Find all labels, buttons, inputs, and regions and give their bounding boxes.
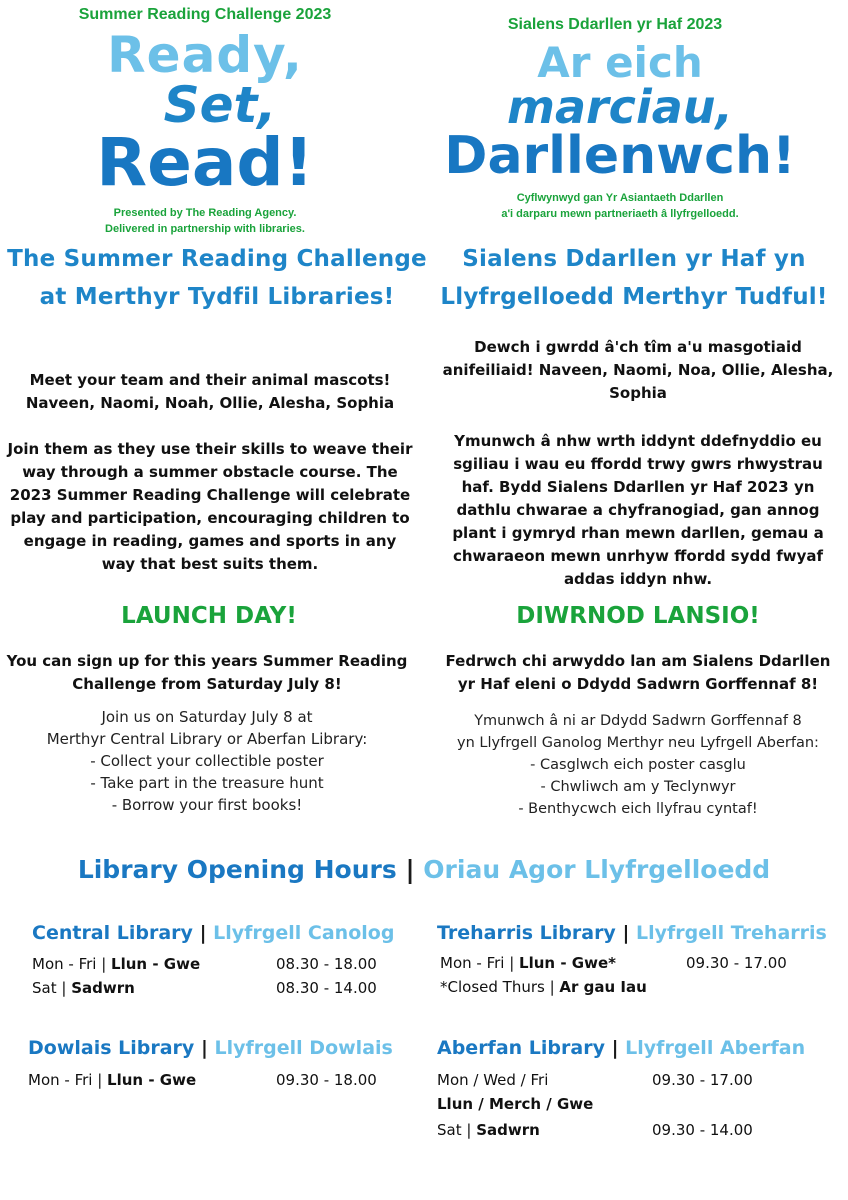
aberfan-library-title: [437, 1037, 805, 1059]
treharris-weekday-time: 09.30 - 17.00: [686, 954, 787, 972]
aberfan-row-saturday: [437, 1118, 540, 1142]
intro-cy-line: anifeiliaid! Naveen, Naomi, Noa, Ollie, Alesha,: [442, 361, 834, 379]
dowlais-library-name-en: Dowlais Library: [28, 1037, 195, 1059]
signup-en: [0, 650, 414, 696]
aberfan-library-name-cy: Llyfrgell Aberfan: [625, 1037, 806, 1059]
signup-en-line1: You can sign up for this years Summer Reading: [6, 652, 408, 670]
logo-en-credit: [40, 205, 370, 237]
paragraph-cy-line: addas iddyn nhw.: [563, 570, 713, 588]
title-cy-line1: Sialens Ddarllen yr Haf yn: [462, 246, 806, 272]
dowlais-library-title: [28, 1037, 393, 1059]
aberfan-saturday-cy: Sadwrn: [476, 1121, 540, 1139]
aberfan-library-name-en: Aberfan Library: [437, 1037, 605, 1059]
central-library-title: [32, 922, 394, 944]
aberfan-saturday-en: Sat |: [437, 1121, 477, 1139]
aberfan-row-weekdays-cy: [437, 1092, 593, 1116]
paragraph-en: [0, 438, 420, 576]
join-en-line: - Borrow your first books!: [111, 796, 303, 814]
logo-cy-line2: marciau,: [507, 80, 733, 134]
central-row-saturday: [32, 976, 135, 1000]
central-weekday-cy: Llun - Gwe: [111, 955, 201, 973]
dowlais-weekday-time: 09.30 - 18.00: [276, 1071, 377, 1089]
dowlais-weekday-cy: Llun - Gwe: [107, 1071, 197, 1089]
aberfan-library-separator: |: [611, 1037, 619, 1059]
launch-day-en: LAUNCH DAY!: [121, 603, 297, 629]
paragraph-en-line: Join them as they use their skills to weave their: [7, 440, 413, 458]
signup-cy-line1: Fedrwch chi arwyddo lan am Sialens Ddarllen: [445, 652, 831, 670]
opening-hours-title-en: Library Opening Hours: [77, 855, 397, 884]
paragraph-cy: [428, 430, 848, 591]
intro-en-line1: Meet your team and their animal mascots!: [29, 371, 391, 389]
paragraph-en-line: way through a summer obstacle course. The: [22, 463, 398, 481]
logo-cy-header: Sialens Ddarllen yr Haf 2023: [507, 16, 723, 33]
treharris-row-closed: [440, 975, 647, 999]
treharris-library-name-cy: Llyfrgell Treharris: [636, 922, 827, 944]
treharris-weekday-en: Mon - Fri |: [440, 954, 520, 972]
treharris-closed-en: *Closed Thurs |: [440, 978, 560, 996]
logo-en-header: Summer Reading Challenge 2023: [78, 6, 332, 23]
title-cy-line2: Llyfrgelloedd Merthyr Tudful!: [440, 284, 828, 310]
join-cy-line: Ymunwch â ni ar Ddydd Sadwrn Gorffennaf 8: [474, 713, 802, 729]
central-weekday-time: 08.30 - 18.00: [276, 955, 377, 973]
join-cy-line: - Benthycwch eich llyfrau cyntaf!: [518, 801, 758, 817]
aberfan-row-weekdays: Mon / Wed / Fri: [437, 1071, 549, 1089]
intro-cy: [428, 336, 848, 405]
intro-en: [0, 369, 420, 415]
title-en: [0, 240, 434, 316]
central-library-name-cy: Llyfrgell Canolog: [213, 922, 395, 944]
logo-en-line2: Set,: [163, 76, 277, 134]
paragraph-cy-line: chwaraeon mewn unrhyw ffordd sydd fwyaf: [452, 547, 824, 565]
join-cy-line: - Chwliwch am y Teclynwyr: [540, 779, 736, 795]
central-library-name-en: Central Library: [32, 922, 193, 944]
central-row-weekday: [32, 952, 200, 976]
paragraph-en-line: way that best suits them.: [101, 555, 319, 573]
join-cy-line: - Casglwch eich poster casglu: [530, 757, 746, 773]
join-cy-line: yn Llyfrgell Ganolog Merthyr neu Lyfrgell Aberfan:: [457, 735, 819, 751]
title-en-line2: at Merthyr Tydfil Libraries!: [39, 284, 395, 310]
logo-cy-line3: Darllenwch!: [444, 126, 796, 186]
logo-cy-credit: [440, 190, 800, 222]
intro-en-line2: Naveen, Naomi, Noah, Ollie, Alesha, Sophia: [25, 394, 395, 412]
dowlais-library-separator: |: [200, 1037, 208, 1059]
treharris-closed-cy: Ar gau Iau: [559, 978, 647, 996]
intro-cy-line: Dewch i gwrdd â'ch tîm a'u masgotiaid: [474, 338, 802, 356]
central-library-separator: |: [199, 922, 207, 944]
opening-hours-title-cy: Oriau Agor Llyfrgelloedd: [423, 855, 771, 884]
logo-cy-line1: Ar eich: [537, 38, 703, 87]
logo-cy-credit-line1: Cyflwynwyd gan Yr Asiantaeth Ddarllen: [516, 192, 724, 204]
title-cy: [420, 240, 848, 316]
aberfan-weekdays-time: 09.30 - 17.00: [652, 1071, 753, 1089]
logo-en-credit-line2: Delivered in partnership with libraries.: [105, 223, 305, 235]
join-cy: [428, 710, 848, 820]
logo-en-credit-line1: Presented by The Reading Agency.: [113, 207, 297, 219]
opening-hours-title: [0, 855, 848, 884]
treharris-row-weekday: [440, 951, 616, 975]
logo-cy-credit-line2: a'i darparu mewn partneriaeth â llyfrgelloedd.: [501, 208, 739, 220]
join-en: [0, 706, 414, 816]
signup-cy: [428, 650, 848, 696]
dowlais-row-weekday: [28, 1068, 196, 1092]
aberfan-saturday-time: 09.30 - 14.00: [652, 1121, 753, 1139]
central-saturday-time: 08.30 - 14.00: [276, 979, 377, 997]
join-en-line: - Collect your collectible poster: [90, 752, 324, 770]
treharris-weekday-cy: Llun - Gwe*: [519, 954, 616, 972]
logo-en-line1: Ready,: [107, 26, 303, 84]
intro-cy-line: Sophia: [609, 384, 667, 402]
central-saturday-en: Sat |: [32, 979, 72, 997]
paragraph-cy-line: haf. Bydd Sialens Ddarllen yr Haf 2023 yn: [461, 478, 815, 496]
dowlais-library-name-cy: Llyfrgell Dowlais: [214, 1037, 393, 1059]
central-weekday-en: Mon - Fri |: [32, 955, 112, 973]
paragraph-en-line: 2023 Summer Reading Challenge will celebrate: [9, 486, 411, 504]
title-en-line1: The Summer Reading Challenge: [7, 246, 427, 272]
opening-hours-separator: |: [405, 855, 415, 884]
dowlais-weekday-en: Mon - Fri |: [28, 1071, 108, 1089]
signup-en-line2: Challenge from Saturday July 8!: [72, 675, 342, 693]
paragraph-cy-line: Ymunwch â nhw wrth iddynt ddefnyddio eu: [454, 432, 822, 450]
join-en-line: Merthyr Central Library or Aberfan Library:: [46, 730, 368, 748]
logo-en-line3: Read!: [96, 124, 314, 201]
paragraph-cy-line: sgiliau i wau eu ffordd trwy gwrs rhwystrau: [453, 455, 823, 473]
paragraph-cy-line: dathlu chwarae a chyfranogiad, gan annog: [456, 501, 820, 519]
treharris-library-name-en: Treharris Library: [437, 922, 616, 944]
central-saturday-cy: Sadwrn: [71, 979, 135, 997]
logo-cy-wordmark: [410, 38, 830, 186]
treharris-library-separator: |: [622, 922, 630, 944]
signup-cy-line2: yr Haf eleni o Ddydd Sadwrn Gorffennaf 8!: [457, 675, 819, 693]
logo-en-wordmark: [40, 26, 370, 201]
paragraph-cy-line: plant i gymryd rhan mewn darllen, gemau a: [452, 524, 824, 542]
paragraph-en-line: play and participation, encouraging children to: [10, 509, 410, 527]
paragraph-en-line: engage in reading, games and sports in any: [23, 532, 397, 550]
join-en-line: - Take part in the treasure hunt: [90, 774, 324, 792]
launch-day-cy: DIWRNOD LANSIO!: [516, 603, 760, 629]
treharris-library-title: [437, 922, 827, 944]
join-en-line: Join us on Saturday July 8 at: [101, 708, 313, 726]
aberfan-weekdays-cy: Llun / Merch / Gwe: [437, 1095, 594, 1113]
